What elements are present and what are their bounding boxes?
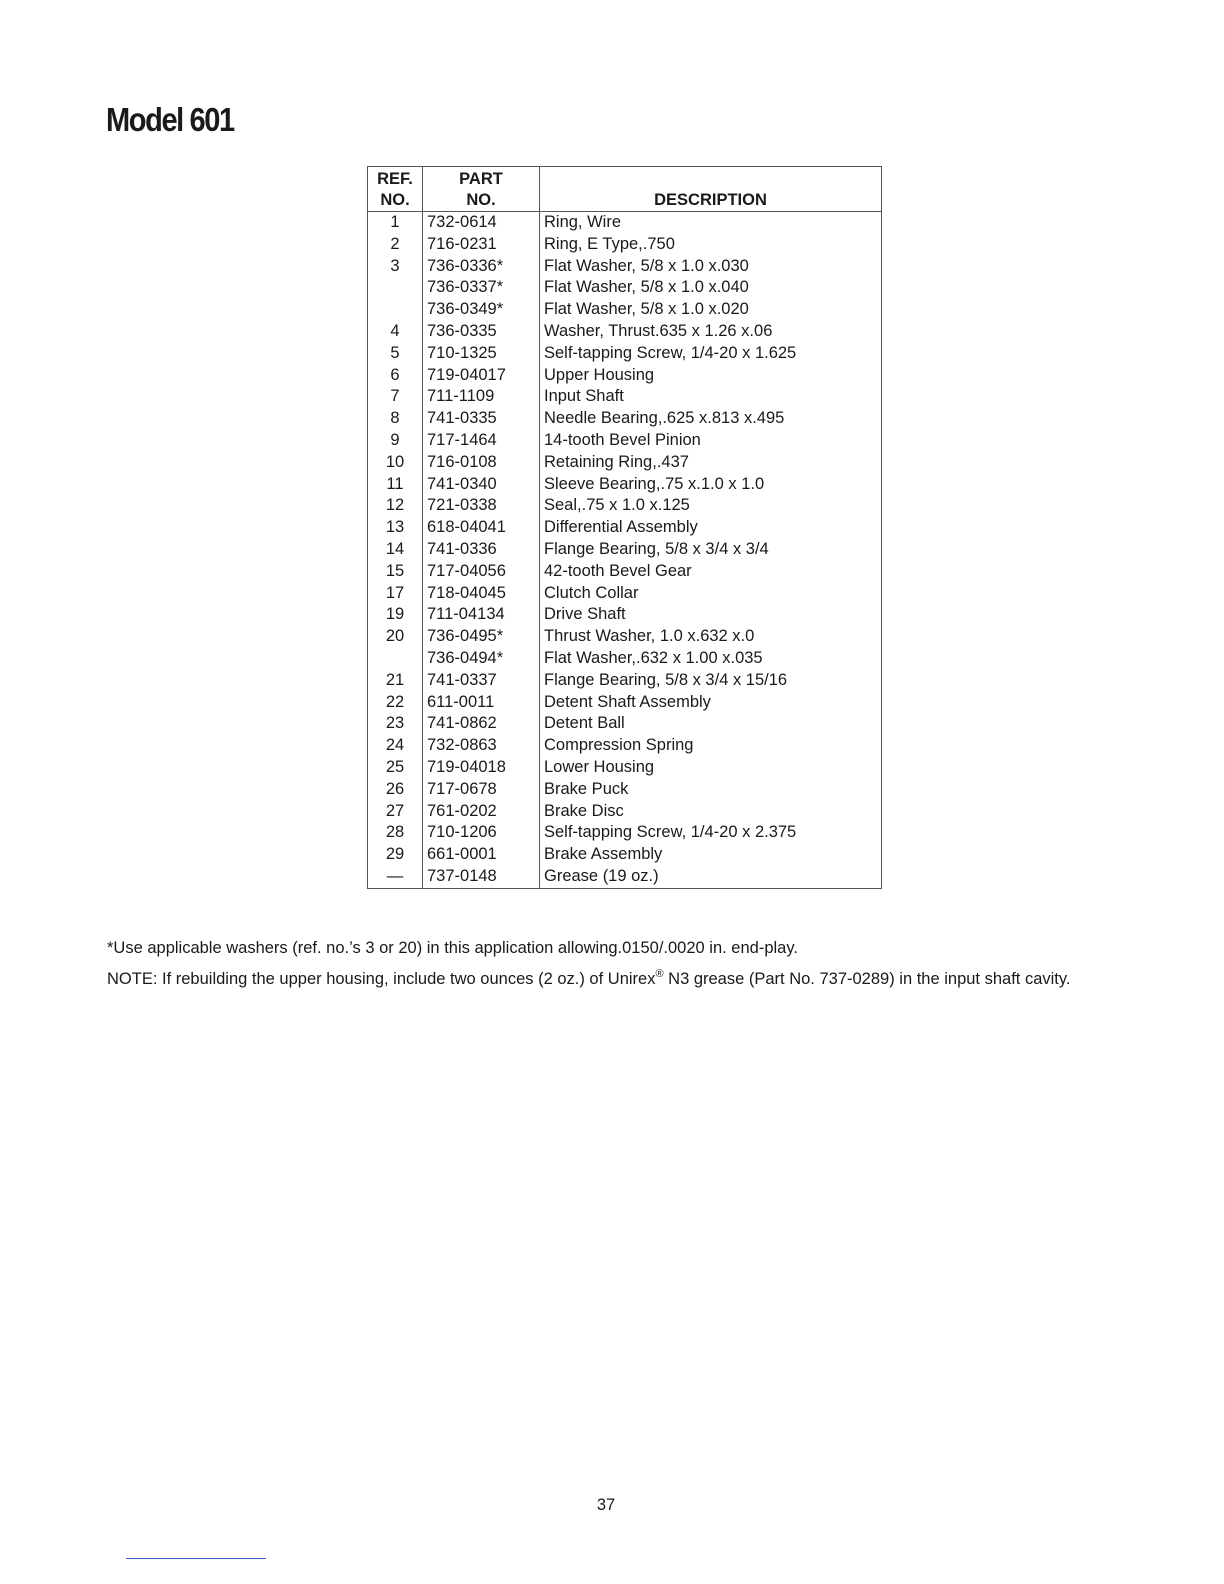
ref-cell: 13	[385, 518, 405, 537]
ref-cell: 24	[385, 736, 405, 755]
part-number-cell: 736-0349*	[423, 299, 540, 321]
table-row	[368, 234, 882, 256]
table-row	[368, 343, 882, 365]
washer-footnote: *Use applicable washers (ref. no.’s 3 or 20) in this application allowing.0150/.0020 in. end-play.	[107, 939, 798, 957]
description-cell: 42-tooth Bevel Gear	[540, 561, 882, 583]
part-number-cell: 719-04018	[423, 757, 540, 779]
table-row	[368, 779, 882, 801]
parts-table-header	[368, 167, 882, 212]
ref-cell: 7	[390, 387, 400, 406]
ref-cell: —	[386, 866, 404, 885]
description-cell: Flange Bearing, 5/8 x 3/4 x 15/16	[540, 670, 882, 692]
description-cell: Brake Assembly	[540, 844, 882, 866]
ref-cell: 25	[385, 757, 405, 776]
description-cell: Lower Housing	[540, 757, 882, 779]
description-cell: Upper Housing	[540, 365, 882, 387]
description-cell: Brake Puck	[540, 779, 882, 801]
ref-cell: 19	[385, 605, 405, 624]
part-number-cell: 736-0337*	[423, 277, 540, 299]
table-row	[368, 735, 882, 757]
part-no-header	[423, 167, 540, 212]
part-number-cell: 711-04134	[423, 604, 540, 626]
table-row	[368, 670, 882, 692]
ref-cell	[368, 277, 423, 299]
ref-cell: 9	[390, 430, 400, 449]
part-number-cell: 711-1109	[423, 386, 540, 408]
ref-cell: 17	[385, 583, 405, 602]
note-text-before: NOTE: If rebuilding the upper housing, include two ounces (2 oz.) of Unirex	[107, 970, 656, 988]
part-number-cell: 710-1206	[423, 822, 540, 844]
registered-mark: ®	[655, 968, 664, 980]
ref-cell: 26	[385, 779, 405, 798]
description-cell: Thrust Washer, 1.0 x.632 x.0	[540, 626, 882, 648]
part-number-cell: 741-0340	[423, 474, 540, 496]
page-number: 37	[596, 1496, 616, 1514]
description-cell: Compression Spring	[540, 735, 882, 757]
table-row	[368, 212, 882, 234]
ref-header-line2: NO.	[380, 191, 410, 209]
description-cell: Ring, Wire	[540, 212, 882, 234]
description-cell: Flat Washer,.632 x 1.00 x.035	[540, 648, 882, 670]
part-number-cell: 736-0494*	[423, 648, 540, 670]
table-row	[368, 713, 882, 735]
description-cell: Needle Bearing,.625 x.813 x.495	[540, 408, 882, 430]
description-cell: Retaining Ring,.437	[540, 452, 882, 474]
part-number-cell: 736-0335	[423, 321, 540, 343]
table-row	[368, 844, 882, 866]
rebuild-note	[107, 969, 1071, 989]
description-cell: Drive Shaft	[540, 604, 882, 626]
table-row	[368, 517, 882, 539]
ref-header-line1: REF.	[377, 170, 413, 188]
description-cell: Seal,.75 x 1.0 x.125	[540, 495, 882, 517]
description-cell: Detent Ball	[540, 713, 882, 735]
part-number-cell: 618-04041	[423, 517, 540, 539]
ref-cell: 1	[390, 213, 400, 231]
table-row	[368, 408, 882, 430]
ref-cell: 22	[385, 692, 405, 711]
table-row	[368, 583, 882, 605]
description-cell: Self-tapping Screw, 1/4-20 x 1.625	[540, 343, 882, 365]
ref-cell: 23	[385, 714, 405, 733]
table-row	[368, 801, 882, 823]
description-cell: Washer, Thrust.635 x 1.26 x.06	[540, 321, 882, 343]
page-title: Model 601	[106, 101, 234, 138]
table-row	[368, 321, 882, 343]
ref-cell: 29	[385, 845, 405, 864]
table-row	[368, 561, 882, 583]
ref-cell	[368, 299, 423, 321]
part-number-cell: 741-0335	[423, 408, 540, 430]
part-number-cell: 717-04056	[423, 561, 540, 583]
table-row	[368, 495, 882, 517]
part-number-cell: 716-0108	[423, 452, 540, 474]
table-row	[368, 648, 882, 670]
table-row	[368, 299, 882, 321]
table-row	[368, 757, 882, 779]
parts-table-body	[368, 212, 882, 889]
table-row	[368, 256, 882, 278]
footer-link-rule	[126, 1558, 266, 1559]
table-row	[368, 386, 882, 408]
description-cell: Flat Washer, 5/8 x 1.0 x.020	[540, 299, 882, 321]
ref-cell: 10	[385, 452, 405, 471]
description-cell: Ring, E Type,.750	[540, 234, 882, 256]
part-number-cell: 732-0863	[423, 735, 540, 757]
part-number-cell: 741-0337	[423, 670, 540, 692]
part-number-cell: 717-0678	[423, 779, 540, 801]
table-row	[368, 277, 882, 299]
note-text-after: N3 grease (Part No. 737-0289) in the input shaft cavity.	[663, 970, 1071, 988]
description-cell: Clutch Collar	[540, 583, 882, 605]
description-cell: Detent Shaft Assembly	[540, 692, 882, 714]
ref-cell: 2	[390, 234, 400, 253]
part-number-cell: 721-0338	[423, 495, 540, 517]
part-number-cell: 761-0202	[423, 801, 540, 823]
part-number-cell: 737-0148	[423, 866, 540, 888]
description-cell: Brake Disc	[540, 801, 882, 823]
ref-cell: 20	[385, 627, 405, 646]
part-number-cell: 741-0862	[423, 713, 540, 735]
ref-cell: 12	[385, 496, 405, 515]
ref-no-header	[368, 167, 423, 212]
ref-cell: 28	[385, 823, 405, 842]
table-row	[368, 539, 882, 561]
part-number-cell: 661-0001	[423, 844, 540, 866]
table-row	[368, 474, 882, 496]
table-row	[368, 866, 882, 888]
description-cell: Self-tapping Screw, 1/4-20 x 2.375	[540, 822, 882, 844]
part-number-cell: 718-04045	[423, 583, 540, 605]
ref-cell: 4	[390, 321, 400, 340]
part-number-cell: 719-04017	[423, 365, 540, 387]
ref-cell: 15	[385, 561, 405, 580]
ref-cell: 27	[385, 801, 405, 820]
description-cell: Flange Bearing, 5/8 x 3/4 x 3/4	[540, 539, 882, 561]
table-row	[368, 452, 882, 474]
part-number-cell: 736-0495*	[423, 626, 540, 648]
description-cell: Flat Washer, 5/8 x 1.0 x.030	[540, 256, 882, 278]
ref-cell: 6	[390, 365, 400, 384]
part-number-cell: 736-0336*	[423, 256, 540, 278]
part-header-line2: NO.	[466, 191, 496, 209]
table-row	[368, 430, 882, 452]
ref-cell: 11	[386, 474, 404, 493]
part-number-cell: 716-0231	[423, 234, 540, 256]
part-number-cell: 741-0336	[423, 539, 540, 561]
parts-table	[367, 166, 882, 889]
ref-cell	[368, 648, 423, 670]
table-row	[368, 604, 882, 626]
description-cell: Sleeve Bearing,.75 x.1.0 x 1.0	[540, 474, 882, 496]
description-cell: Input Shaft	[540, 386, 882, 408]
description-cell: Grease (19 oz.)	[540, 866, 882, 888]
table-row	[368, 692, 882, 714]
ref-cell: 3	[390, 256, 400, 275]
table-row	[368, 822, 882, 844]
ref-cell: 21	[385, 670, 405, 689]
part-header-line1: PART	[459, 170, 503, 188]
part-number-cell: 710-1325	[423, 343, 540, 365]
table-row	[368, 626, 882, 648]
description-cell: 14-tooth Bevel Pinion	[540, 430, 882, 452]
part-number-cell: 717-1464	[423, 430, 540, 452]
ref-cell: 8	[390, 409, 400, 428]
description-cell: Differential Assembly	[540, 517, 882, 539]
part-number-cell: 732-0614	[423, 212, 540, 234]
table-row	[368, 365, 882, 387]
description-cell: Flat Washer, 5/8 x 1.0 x.040	[540, 277, 882, 299]
description-header: DESCRIPTION	[540, 167, 882, 212]
ref-cell: 5	[390, 343, 400, 362]
ref-cell: 14	[385, 539, 405, 558]
part-number-cell: 611-0011	[423, 692, 540, 714]
